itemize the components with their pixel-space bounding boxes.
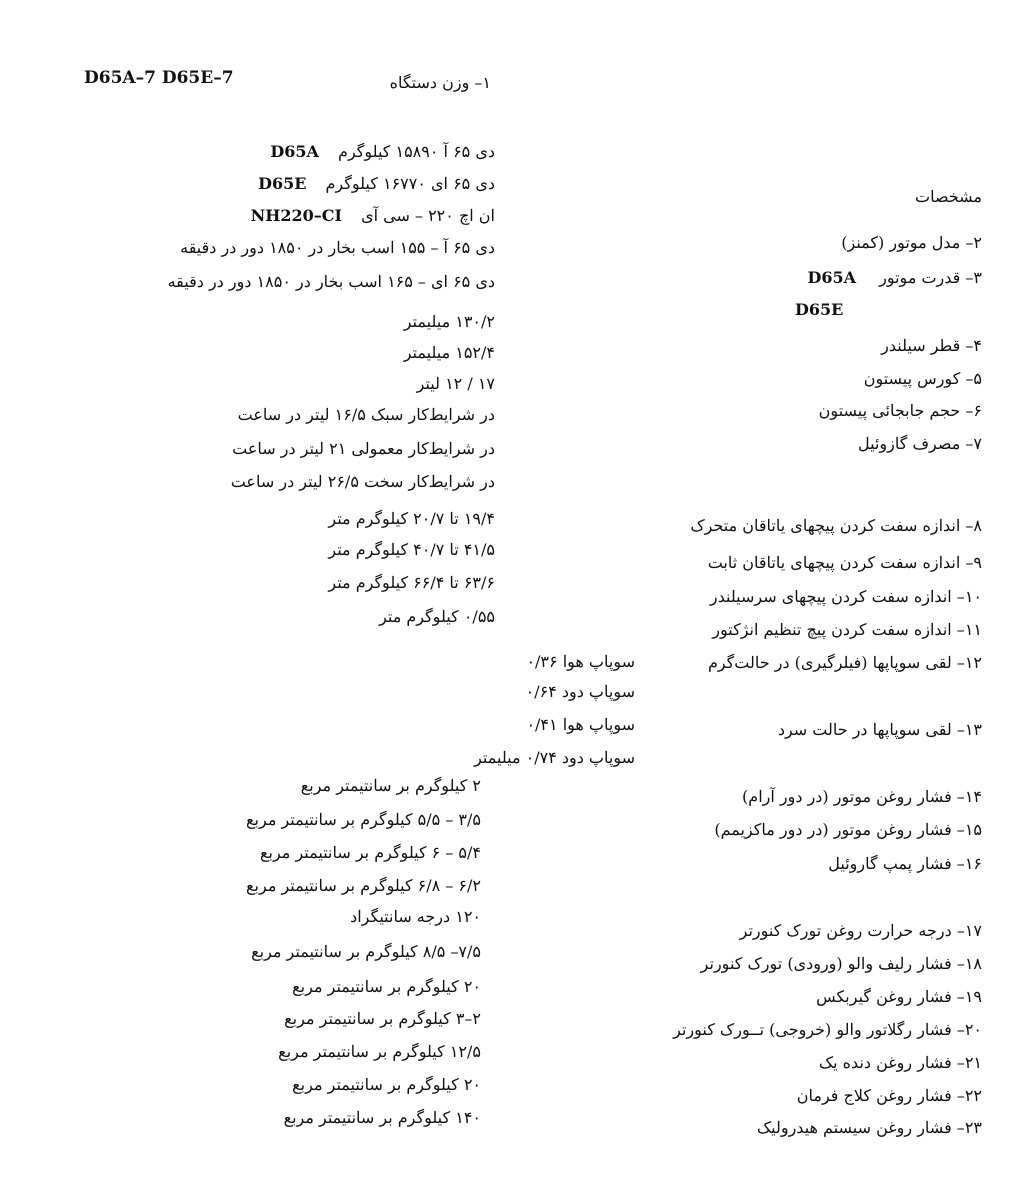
model-header: D65A–7 D65E–7 xyxy=(84,68,234,88)
label-first-gear: ۲۱– فشار روغن دنده یک xyxy=(818,1053,982,1072)
label-fuel-pump: ۱۶– فشار پمپ گاروئیل xyxy=(828,854,982,873)
value-torque-injector: ۰/۵۵ کیلوگرم متر xyxy=(379,607,495,626)
weight-value: دی ۶۵ ای ۱۶۷۷۰ کیلوگرم xyxy=(325,174,495,193)
pressure-fuel-pump: ۵/۴ – ۶ کیلوگرم بر سانتیمتر مربع xyxy=(260,843,481,862)
label-engine-model: ۲– مدل موتور (کمنز) xyxy=(841,233,982,252)
label-torque-injector: ۱۱– اندازه سفت کردن پیچ تنظیم انژکتور xyxy=(712,620,982,639)
pressure-hydraulic: ۱۴۰ کیلوگرم بر سانتیمتر مربع xyxy=(283,1108,481,1127)
label-power-model-a: D65A xyxy=(807,268,857,287)
value-power-d65e: دی ۶۵ ای – ۱۶۵ اسب بخار در ۱۸۵۰ دور در دقیقه xyxy=(167,272,495,291)
label-oil-idle: ۱۴– فشار روغن موتور (در دور آرام) xyxy=(742,787,982,806)
value-stroke: ۱۵۲/۴ میلیمتر xyxy=(403,343,495,362)
pressure-relief-valve: ۷/۵– ۸/۵ کیلوگرم بر سانتیمتر مربع xyxy=(251,942,481,961)
value-torque-con-rod: ۱۹/۴ تا ۲۰/۷ کیلوگرم متر xyxy=(328,509,495,528)
label-bore: ۴– قطر سیلندر xyxy=(881,336,982,355)
pressure-extra: ۶/۲ – ۶/۸ کیلوگرم بر سانتیمتر مربع xyxy=(246,876,481,895)
pressure-oil-idle: ۲ کیلوگرم بر سانتیمتر مربع xyxy=(300,776,481,795)
value-fuel-heavy: در شرایط‌کار سخت ۲۶/۵ لیتر در ساعت xyxy=(230,472,495,491)
label-torque-head: ۱۰– اندازه سفت کردن پیچهای سرسیلندر xyxy=(709,587,982,606)
weight-model: D65E xyxy=(258,174,307,193)
label-steering-clutch: ۲۲– فشار روغن کلاج فرمان xyxy=(796,1086,982,1105)
valve-hot-exhaust: سوپاپ دود ۰/۶۴ xyxy=(525,682,635,701)
value-fuel-normal: در شرایط‌کار معمولی ۲۱ لیتر در ساعت xyxy=(232,439,495,458)
valve-cold-intake: سوپاپ هوا ۰/۴۱ xyxy=(526,715,635,734)
value-power-d65a: دی ۶۵ آ – ۱۵۵ اسب بخار در ۱۸۵۰ دور در دقیقه xyxy=(180,238,495,257)
label-engine-power xyxy=(807,266,982,290)
weight-row-d65a xyxy=(270,140,495,164)
label-regulator: ۲۰– فشار رگلاتور والو (خروجی) تــورک کنورتر xyxy=(673,1020,982,1039)
label-displacement: ۶– حجم جابجائی پیستون xyxy=(818,401,982,420)
pressure-regulator: ۲–۳ کیلوگرم بر سانتیمتر مربع xyxy=(284,1009,481,1028)
pressure-gearbox: ۲۰ کیلوگرم بر سانتیمتر مربع xyxy=(292,977,481,996)
value-torque-main: ۴۱/۵ تا ۴۰/۷ کیلوگرم متر xyxy=(328,540,495,559)
engine-model-text: ان اچ ۲۲۰ – سی آی xyxy=(361,206,495,225)
label-relief-valve: ۱۸– فشار رلیف والو (ورودی) تورک کنورتر xyxy=(700,954,982,973)
engine-model-code: NH220–CI xyxy=(250,206,343,225)
specs-heading: مشخصات xyxy=(915,187,982,206)
label-valve-cold: ۱۳– لقی سوپاپها در حالت سرد xyxy=(777,720,982,739)
label-engine-power-text: ۳– قدرت موتور xyxy=(879,268,982,287)
weight-value: دی ۶۵ آ ۱۵۸۹۰ کیلوگرم xyxy=(338,142,495,161)
value-torque-head: ۶۳/۶ تا ۶۶/۴ کیلوگرم متر xyxy=(328,573,495,592)
pressure-oil-max: ۳/۵ – ۵/۵ کیلوگرم بر سانتیمتر مربع xyxy=(246,810,481,829)
value-fuel-light: در شرایط‌کار سبک ۱۶/۵ لیتر در ساعت xyxy=(237,405,495,424)
valve-hot-intake: سوپاپ هوا ۰/۳۶ xyxy=(526,652,635,671)
label-torque-converter-temp: ۱۷– درجه حرارت روغن تورک کنورتر xyxy=(739,921,982,940)
valve-cold-exhaust: سوپاپ دود ۰/۷۴ میلیمتر xyxy=(474,748,635,767)
value-bore: ۱۳۰/۲ میلیمتر xyxy=(403,312,495,331)
weight-row-d65e xyxy=(258,172,495,196)
section-title-weight: ۱– وزن دستگاه xyxy=(389,73,491,92)
label-gearbox: ۱۹– فشار روغن گیربکس xyxy=(816,987,982,1006)
label-fuel: ۷– مصرف گازوئیل xyxy=(858,434,982,453)
label-stroke: ۵– کورس پیستون xyxy=(863,369,982,388)
label-torque-main: ۹– اندازه سفت کردن پیچهای یاتاقان ثابت xyxy=(707,553,982,572)
label-power-model-e: D65E xyxy=(795,300,844,319)
weight-model: D65A xyxy=(270,142,319,161)
pressure-steering-clutch: ۲۰ کیلوگرم بر سانتیمتر مربع xyxy=(292,1075,481,1094)
value-displacement: ۱۷ / ۱۲ لیتر xyxy=(416,374,495,393)
pressure-first-gear: ۱۲/۵ کیلوگرم بر سانتیمتر مربع xyxy=(278,1042,481,1061)
label-hydraulic: ۲۳– فشار روغن سیستم هیدرولیک xyxy=(756,1118,982,1137)
label-torque-con-rod: ۸– اندازه سفت کردن پیچهای یاتاقان متحرک xyxy=(690,516,982,535)
label-oil-max: ۱۵– فشار روغن موتور (در دور ماکزیمم) xyxy=(714,820,982,839)
engine-model-value xyxy=(251,204,495,228)
temp-torque-converter: ۱۲۰ درجه سانتیگراد xyxy=(350,907,481,926)
label-valve-hot: ۱۲– لقی سوپاپها (فیلرگیری) در حالت‌گرم xyxy=(707,653,982,672)
